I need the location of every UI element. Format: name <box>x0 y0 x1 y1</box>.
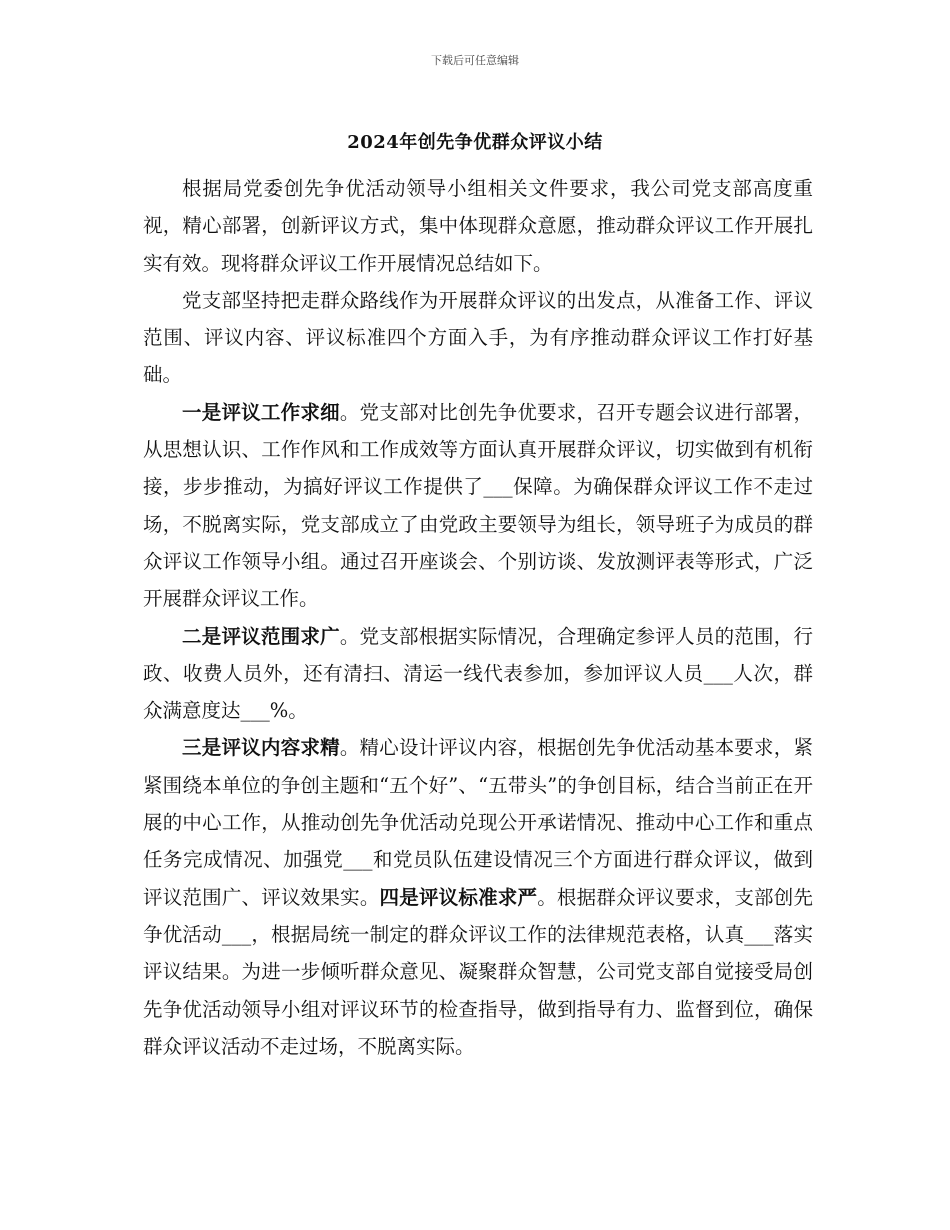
header-note: 下载后可任意编辑 <box>431 54 519 67</box>
paragraph-lead: 一是评议工作求细 <box>182 400 340 424</box>
paragraph-scope <box>143 618 813 730</box>
paragraph-text: 。精心设计评议内容，根据创先争优活动基本要求，紧紧围绕本单位的争创主题和“五个好”、“五带头”的争创目标，结合当前正在开展的中心工作，从推动创先争优活动兑现公开承诺情况、推动中心工作和重点任务完成情况、加强党___和党员队伍建设情况三个方面进行群众评议，做到评议范围广、评议效果实。 <box>143 736 813 909</box>
paragraph-intro <box>143 170 813 282</box>
paragraph-text: 。党支部根据实际情况，合理确定参评人员的范围，行政、收费人员外，还有清扫、清运一线代表参加，参加评议人员___人次，群众满意度达___%。 <box>143 624 813 723</box>
document-body <box>143 170 813 1065</box>
paragraph-text: 。党支部对比创先争优要求，召开专题会议进行部署，从思想认识、工作作风和工作成效等方面认真开展群众评议，切实做到有机衔接，步步推动，为搞好评议工作提供了___保障。为确保群众评议工作不走过场，不脱离实际，党支部成立了由党政主要领导为组长，领导班子为成员的群众评议工作领导小组。通过召开座谈会、个别访谈、发放测评表等形式，广泛开展群众评议工作。 <box>143 400 813 611</box>
paragraph-overview <box>143 282 813 394</box>
paragraph-text: 。根据群众评议要求，支部创先争优活动___，根据局统一制定的群众评议工作的法律规范表格，认真___落实评议结果。为进一步倾听群众意见、凝聚群众智慧，公司党支部自觉接受局创先争优活动领导小组对评议环节的检查指导，做到指导有力、监督到位，确保群众评议活动不走过场，不脱离实际。 <box>143 885 813 1058</box>
paragraph-work <box>143 394 813 618</box>
paragraph-text: 根据局党委创先争优活动领导小组相关文件要求，我公司党支部高度重视，精心部署，创新评议方式，集中体现群众意愿，推动群众评议工作开展扎实有效。现将群众评议工作开展情况总结如下。 <box>143 177 813 275</box>
paragraph-lead: 三是评议内容求精 <box>182 736 340 760</box>
paragraph-lead: 四是评议标准求严 <box>379 885 538 909</box>
paragraph-text: 党支部坚持把走群众路线作为开展群众评议的出发点，从准备工作、评议范围、评议内容、评议标准四个方面入手，为有序推动群众评议工作打好基础。 <box>143 288 813 387</box>
document-title: 2024年创先争优群众评议小结 <box>347 132 603 153</box>
paragraph-content <box>143 729 813 1065</box>
paragraph-lead: 二是评议范围求广 <box>182 624 340 648</box>
